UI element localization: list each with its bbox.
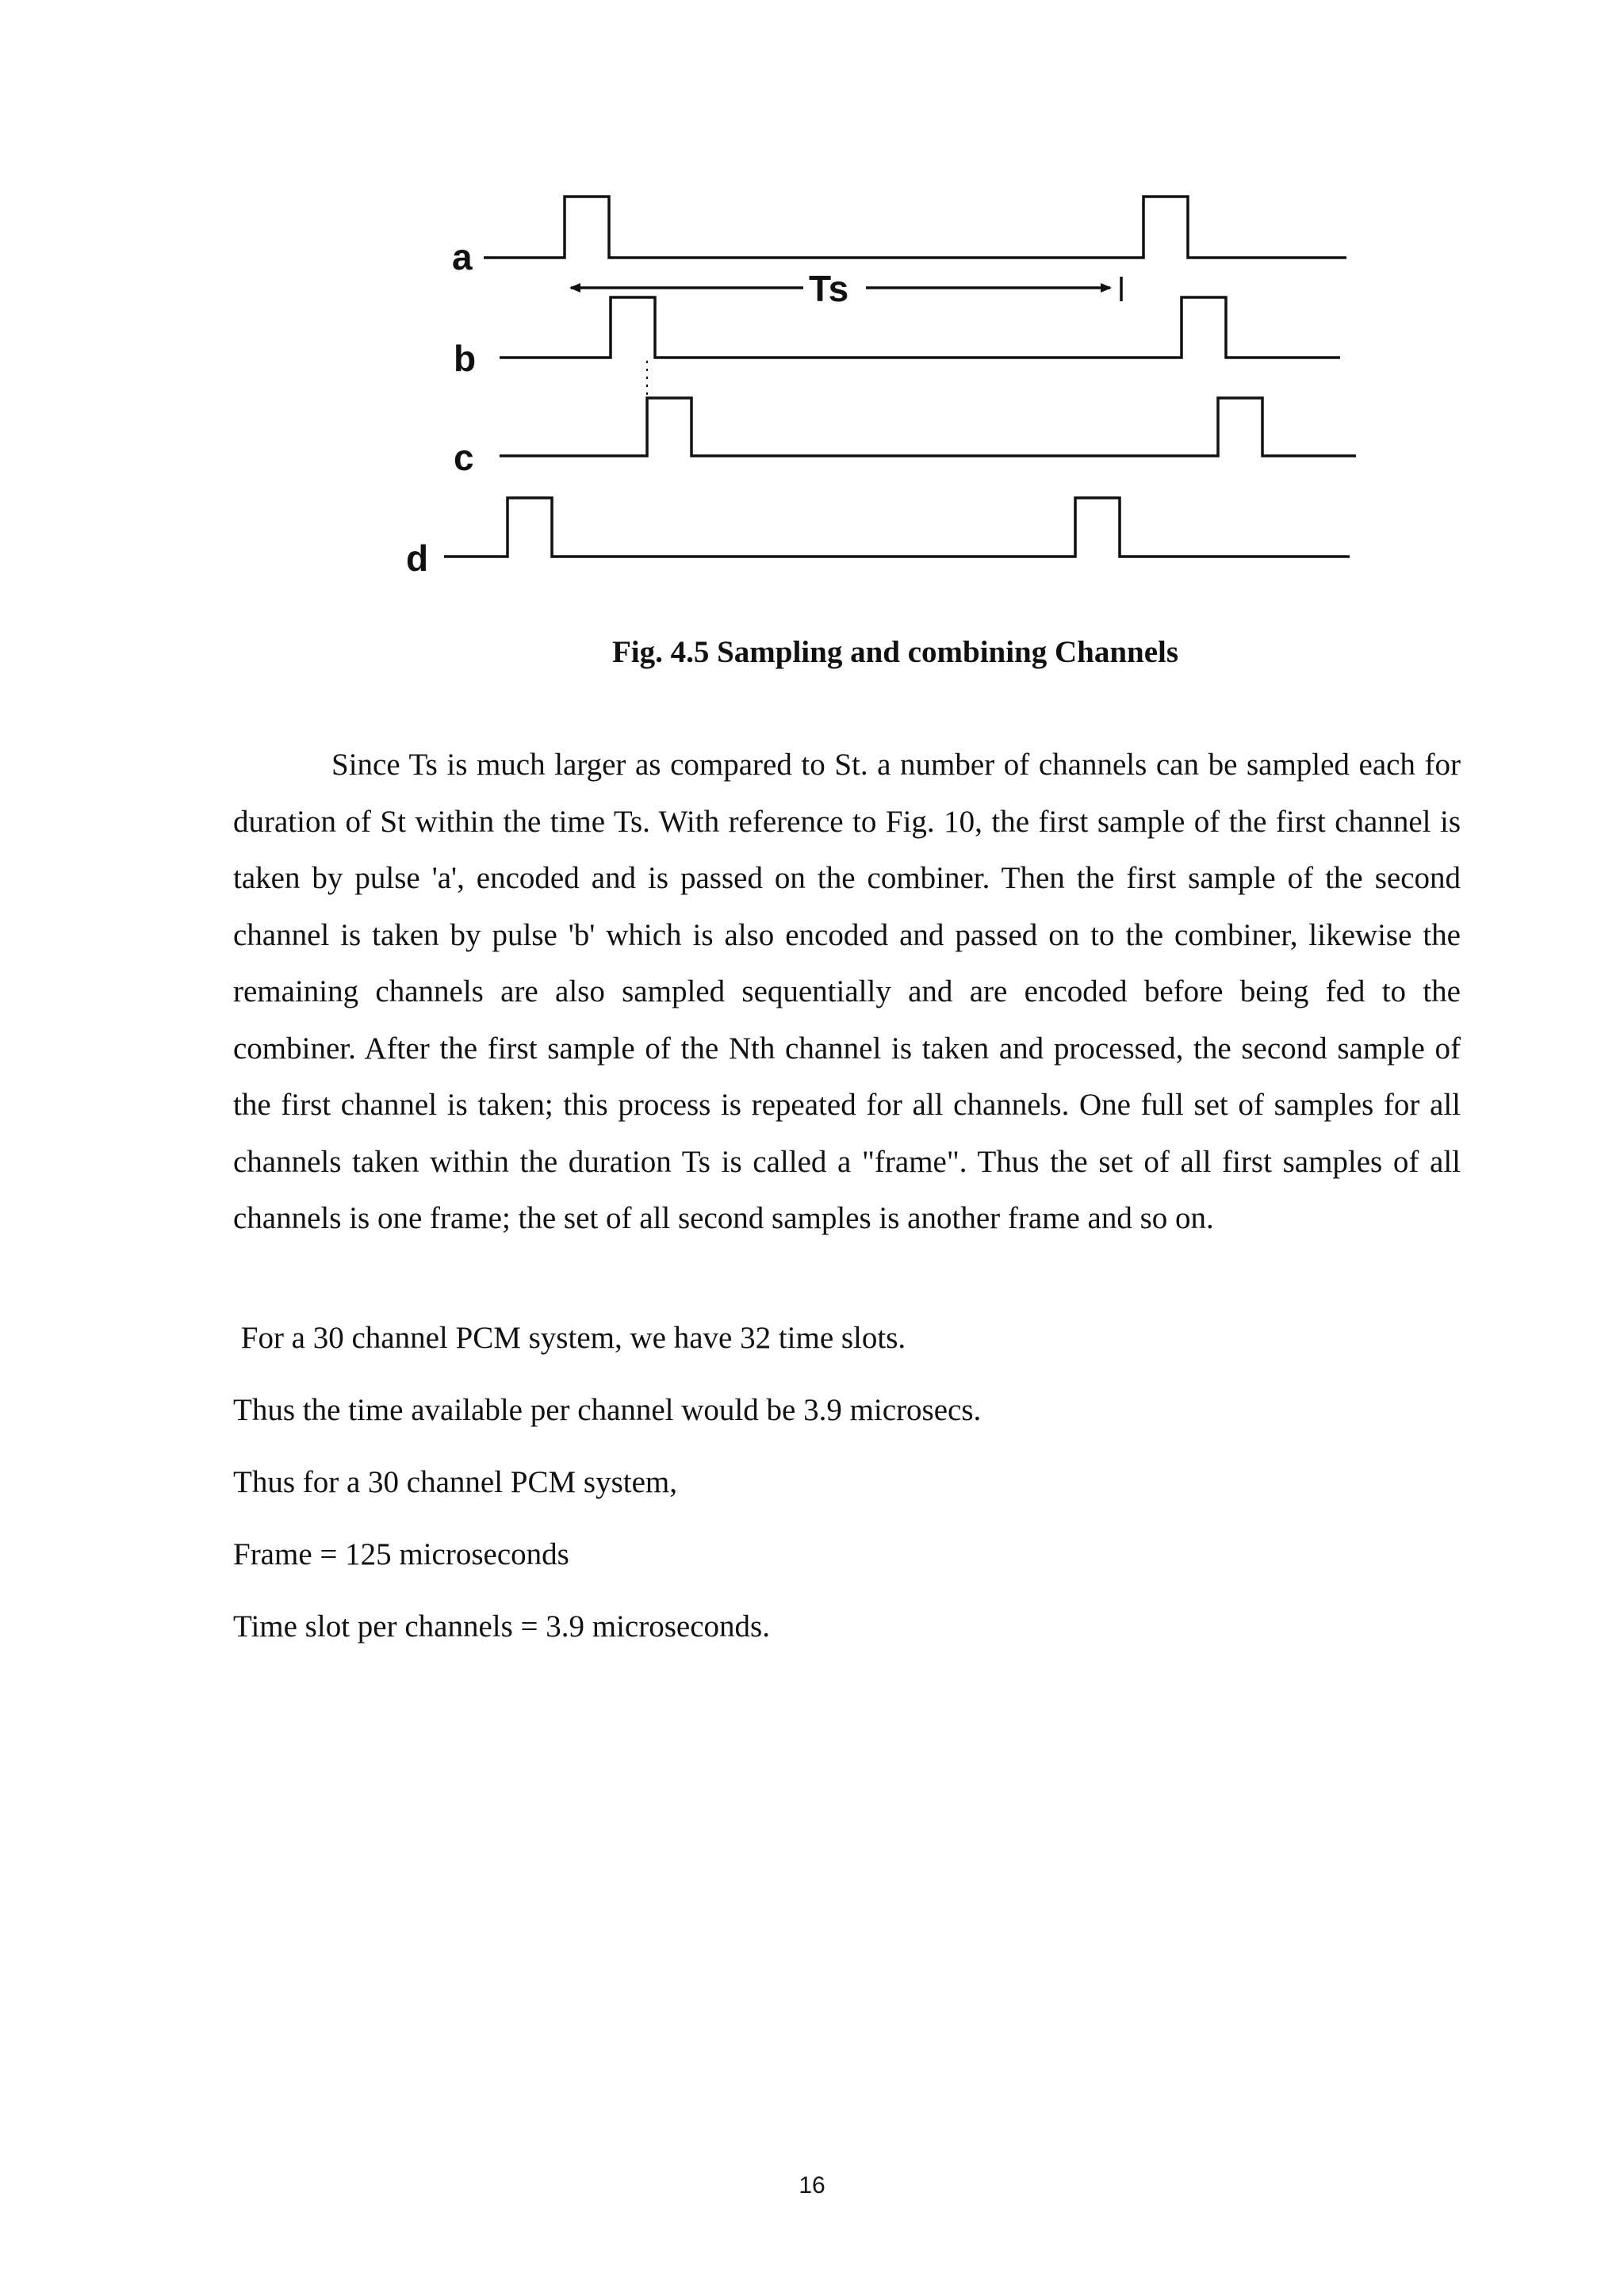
page-number: 16 (799, 2172, 825, 2198)
channel-label-c: c (454, 437, 474, 478)
body-paragraph: Since Ts is much larger as compared to St. a number of channels can be sampled each for duration of St within the time Ts. With reference to Fig. 10, the first sample of the first channel is taken by pulse 'a', encoded and is passed on the combiner. Then the first sample of the second channel is taken by pulse 'b' which is also encoded and passed on to the combiner, likewise the remaining channels are also sampled sequentially and are encoded before being fed to the combiner. After the first sample of the Nth channel is taken and processed, the second sample of the first channel is taken; this process is repeated for all channels. One full set of samples for all channels taken within the duration Ts is called a "frame". Thus the set of all first samples of all channels is one frame; the set of all second samples is another frame and so on. (233, 748, 1461, 1235)
channel-label-b: b (454, 338, 477, 379)
period-label-ts: Ts (809, 268, 849, 309)
channel-label-d: d (406, 538, 429, 579)
text-line-system-intro: Thus for a 30 channel PCM system, (233, 1465, 678, 1499)
text-line-frame: Frame = 125 microseconds (233, 1537, 569, 1571)
text-line-time-per-channel: Thus the time available per channel would be 3.9 microsecs. (233, 1393, 982, 1427)
channel-label-a: a (452, 236, 473, 277)
pulse-train-a (484, 197, 1346, 258)
figure-caption (0, 634, 1624, 670)
pulse-train-b (500, 297, 1340, 358)
text-line-time-slots: For a 30 channel PCM system, we have 32 time slots. (233, 1321, 906, 1355)
pulse-train-c (500, 398, 1356, 456)
pulse-train-d (444, 498, 1350, 557)
figure-caption-text: Fig. 4.5 Sampling and combining Channels (611, 635, 1179, 669)
text-line-time-slot: Time slot per channels = 3.9 microseconds. (233, 1609, 770, 1644)
pulse-timing-diagram (381, 174, 1396, 587)
